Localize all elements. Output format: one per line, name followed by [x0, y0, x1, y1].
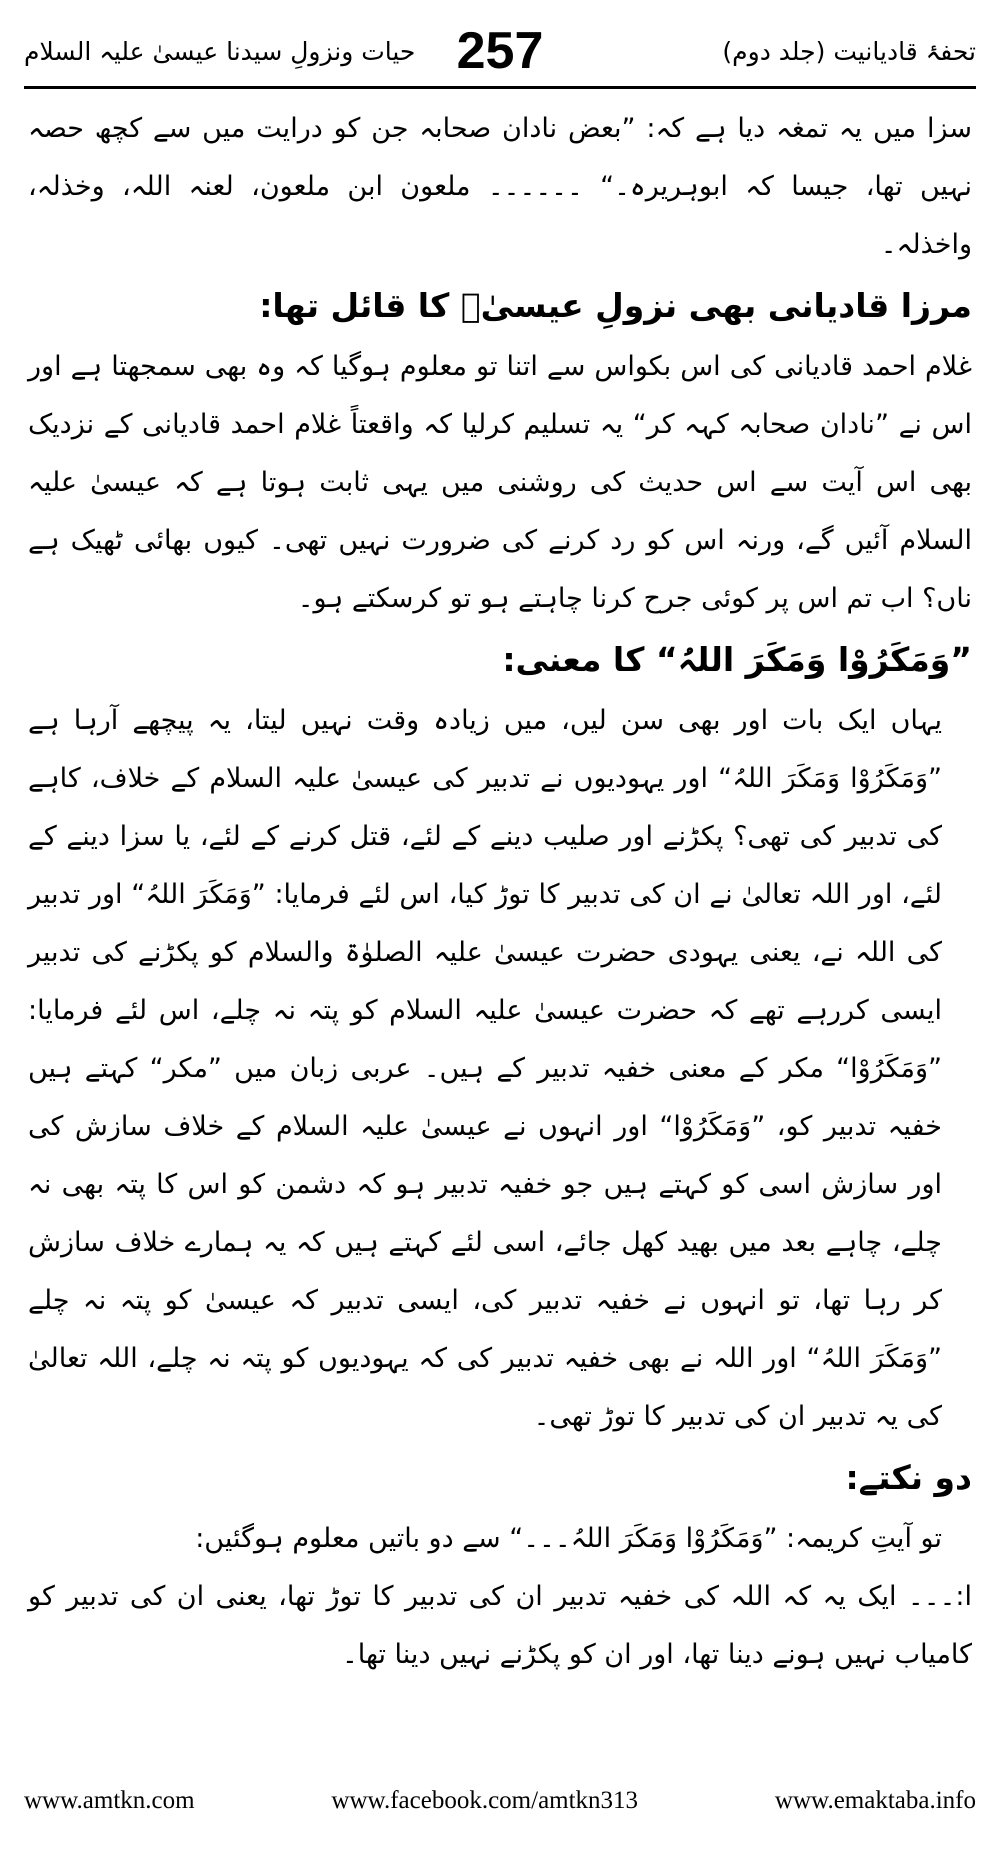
page-header: [24, 22, 976, 80]
page-body: [28, 100, 972, 1760]
header-titles: [722, 37, 976, 66]
footer-link-amtkn[interactable]: www.amtkn.com: [24, 1787, 195, 1814]
book-title: تحفۂ قادیانیت (جلد دوم): [722, 36, 976, 66]
section-heading: دو نکتے:: [845, 1458, 972, 1497]
paragraph: تو آیتِ کریمہ: ”وَمَکَرُوْا وَمَکَرَ اللہُ۔۔۔“ سے دو باتیں معلوم ہوگئیں:: [195, 1523, 942, 1554]
page-number: 257: [456, 22, 544, 80]
paragraph: ا:۔۔۔ ایک یہ کہ اللہ کی خفیہ تدبیر ان کی تدبیر کا توڑ تھا، یعنی ان کی تدبیر کو کامیاب نہیں ہونے دینا تھا، اور ان کو پکڑنے نہیں دینا تھا۔: [28, 1581, 972, 1670]
chapter-title: حیات ونزولِ سیدنا عیسیٰ علیہ السلام: [24, 36, 416, 66]
section-heading: ”وَمَکَرُوْا وَمَکَرَ اللہُ“ کا معنی:: [502, 640, 972, 679]
paragraph: غلام احمد قادیانی کی اس بکواس سے اتنا تو معلوم ہوگیا کہ وہ بھی سمجھتا ہے اور اس نے ”نادان صحابہ کہہ کر“ یہ تسلیم کرلیا کہ واقعتاً غلام احمد قادیانی کے نزدیک بھی اس آیت سے اس حدیث کی روشنی میں یہی ثابت ہوتا ہے کہ عیسیٰ علیہ السلام آئیں گے، ورنہ اس کو رد کرنے کی ضرورت نہیں تھی۔ کیوں بھائی ٹھیک ہے ناں؟ اب تم اس پر کوئی جرح کرنا چاہتے ہو تو کرسکتے ہو۔: [28, 351, 972, 614]
page-footer: [24, 1784, 976, 1818]
paragraph: سزا میں یہ تمغہ دیا ہے کہ: ”بعض نادان صحابہ جن کو درایت میں سے کچھ حصہ نہیں تھا، جیسا کہ ابوہریرہ۔“ ۔۔۔۔۔۔ ملعون ابن ملعون، لعنہ اللہ، وخذلہ، واخذلہ۔: [28, 113, 972, 260]
section-heading: مرزا قادیانی بھی نزولِ عیسیٰؑ کا قائل تھا:: [259, 286, 972, 325]
header-rule: [24, 86, 976, 89]
paragraph: یہاں ایک بات اور بھی سن لیں، میں زیادہ وقت نہیں لیتا، یہ پیچھے آرہا ہے ”وَمَکَرُوْا وَمَکَرَ اللہُ“ اور یہودیوں نے تدبیر کی عیسیٰ علیہ السلام کے خلاف، کاہے کی تدبیر کی تھی؟ پکڑنے اور صلیب دینے کے لئے، قتل کرنے کے لئے، یا سزا دینے کے لئے، اور اللہ تعالیٰ نے ان کی تدبیر کا توڑ کیا، اس لئے فرمایا: ”وَمَکَرَ اللہُ“ اور تدبیر کی اللہ نے، یعنی یہودی حضرت عیسیٰ علیہ الصلوٰۃ والسلام کو پکڑنے کی تدبیر ایسی کررہے تھے کہ حضرت عیسیٰ علیہ السلام کو پتہ نہ چلے، اس لئے فرمایا: ”وَمَکَرُوْا“ مکر کے معنی خفیہ تدبیر کے ہیں۔ عربی زبان میں ”مکر“ کہتے ہیں خفیہ تدبیر کو، ”وَمَکَرُوْا“ اور انہوں نے عیسیٰ علیہ السلام کے خلاف سازش کی اور سازش اسی کو کہتے ہیں جو خفیہ تدبیر ہو کہ دشمن کو اس کا پتہ بھی نہ چلے، چاہے بعد میں بھید کھل جائے، اسی لئے کہتے ہیں کہ یہ ہمارے خلاف سازش کر رہا تھا، تو انہوں نے خفیہ تدبیر کی، ایسی تدبیر کہ عیسیٰ کو پتہ نہ چلے ”وَمَکَرَ اللہُ“ اور اللہ نے بھی خفیہ تدبیر کی کہ یہودیوں کو پتہ نہ چلے، اللہ تعالیٰ کی یہ تدبیر ان کی تدبیر کا توڑ تھی۔: [28, 705, 942, 1432]
footer-link-emaktaba[interactable]: www.emaktaba.info: [774, 1787, 976, 1814]
footer-link-facebook[interactable]: www.facebook.com/amtkn313: [331, 1787, 639, 1814]
